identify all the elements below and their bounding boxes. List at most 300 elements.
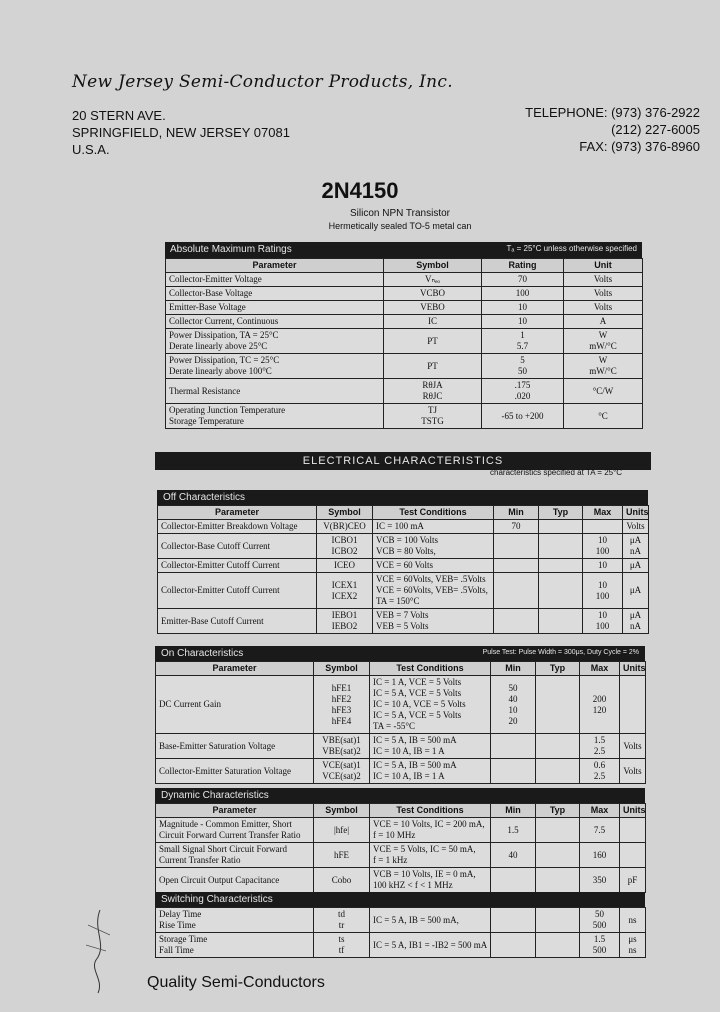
cell-line: 10: [598, 579, 607, 590]
unit-cell: [620, 843, 646, 868]
company-logo: New Jersey Semi-Conductor Products, Inc.: [72, 72, 453, 92]
param-cell: [156, 734, 314, 759]
cell-line: Storage Temperature: [169, 416, 244, 426]
cell-line: RθJA: [422, 380, 443, 390]
sym-cell: [314, 734, 370, 759]
cell-line: Cobo: [331, 874, 352, 885]
cond-cell: [373, 559, 494, 573]
dynamic-char-bar: [155, 788, 645, 803]
column-header: Parameter: [156, 662, 314, 676]
column-header: Unit: [564, 259, 643, 273]
cell-line: μA: [629, 535, 642, 545]
rating-cell: [482, 379, 564, 404]
sym-cell: [384, 273, 482, 287]
cell-line: 100: [595, 590, 610, 601]
cell-line: VCBO: [419, 288, 445, 298]
cell-line: 1: [520, 330, 525, 340]
cell-line: Base-Emitter Saturation Voltage: [159, 740, 276, 751]
max-cell: [580, 843, 620, 868]
typ-cell: [536, 734, 580, 759]
switching-char-table: [155, 907, 646, 958]
cell-line: Collector-Emitter Cutoff Current: [161, 560, 280, 570]
cell-line: IC = 1 A, VCE = 5 Volts: [373, 677, 462, 687]
dynamic-char-title: Dynamic Characteristics: [161, 790, 269, 801]
cell-line: VCB = 80 Volts,: [376, 546, 436, 556]
max-cell: [580, 868, 620, 893]
cell-line: 70: [518, 274, 527, 284]
table-header-row: [156, 804, 646, 818]
cell-line: Current Transfer Ratio: [159, 855, 241, 865]
min-cell: [491, 734, 536, 759]
column-header: Test Conditions: [373, 506, 494, 520]
column-header: Symbol: [384, 259, 482, 273]
cell-line: PT: [427, 335, 438, 346]
cell-line: VCE = 60 Volts: [376, 560, 434, 570]
cond-cell: [373, 520, 494, 534]
cell-line: mW/°C: [589, 366, 617, 376]
cell-line: 5: [520, 355, 525, 365]
cell-line: VBE(sat)1: [322, 735, 361, 745]
cond-cell: [370, 759, 491, 784]
cell-line: DC Current Gain: [159, 699, 221, 709]
column-header: Test Conditions: [370, 804, 491, 818]
cell-line: ts: [338, 934, 345, 944]
cell-line: 100 kHZ < f < 1 MHz: [373, 880, 453, 890]
cell-line: 5.7: [516, 341, 529, 351]
off-char-bar: [157, 490, 648, 505]
table-header-row: [166, 259, 643, 273]
column-header: Rating: [482, 259, 564, 273]
max-cell: [583, 520, 623, 534]
cell-line: Volts: [623, 740, 642, 751]
param-cell: [166, 315, 384, 329]
switching-char-bar: [155, 892, 645, 907]
typ-cell: [539, 573, 583, 609]
cell-line: 0.6: [593, 760, 606, 770]
on-char-title: On Characteristics: [161, 648, 244, 659]
min-cell: [494, 559, 539, 573]
electrical-characteristics-bar: ELECTRICAL CHARACTERISTICS: [155, 452, 651, 470]
table-row: [158, 559, 649, 573]
column-header: Parameter: [158, 506, 317, 520]
cell-line: Power Dissipation, TC = 25°C: [169, 355, 280, 365]
min-cell: [491, 933, 536, 958]
table-row: [166, 404, 643, 429]
cell-line: VCE = 60Volts, VEB= .5Volts,: [376, 585, 488, 595]
cell-line: nA: [630, 546, 641, 556]
device-type: Silicon NPN Transistor: [349, 208, 451, 219]
min-cell: [491, 843, 536, 868]
cell-line: IEBO1: [331, 610, 358, 620]
max-cell: [580, 759, 620, 784]
cond-cell: [370, 734, 491, 759]
cell-line: hFE3: [331, 704, 352, 715]
max-cell: [580, 734, 620, 759]
rating-cell: [482, 301, 564, 315]
sym-cell: [384, 301, 482, 315]
cell-line: VCE(sat)2: [322, 771, 361, 781]
cond-cell: [370, 843, 491, 868]
column-header: Min: [491, 804, 536, 818]
cell-line: TA = 150°C: [376, 596, 420, 606]
param-cell: [156, 908, 314, 933]
cell-line: Collector Current, Continuous: [169, 316, 279, 326]
column-header: Symbol: [317, 506, 373, 520]
cell-line: IEBO2: [331, 621, 358, 631]
cell-line: ns: [628, 914, 637, 925]
table-row: [158, 609, 649, 634]
cell-line: 1.5: [593, 934, 606, 944]
cell-line: pF: [627, 874, 638, 885]
min-cell: [491, 868, 536, 893]
min-cell: [491, 676, 536, 734]
cell-line: IC = 10 A, IB = 1 A: [373, 746, 445, 756]
unit-cell: [620, 734, 646, 759]
address-line: U.S.A.: [72, 142, 110, 157]
cell-line: Rise Time: [159, 920, 196, 930]
sym-cell: [314, 843, 370, 868]
cell-line: nA: [630, 621, 641, 631]
table-row: [156, 818, 646, 843]
typ-cell: [539, 609, 583, 634]
column-header: Test Conditions: [370, 662, 491, 676]
cell-line: μA: [629, 560, 642, 570]
cell-line: IC = 5 A, IB1 = -IB2 = 500 mA: [373, 939, 487, 950]
sym-cell: [314, 868, 370, 893]
cell-line: 50: [595, 909, 604, 919]
sym-cell: [317, 520, 373, 534]
sym-cell: [384, 287, 482, 301]
rating-cell: [482, 404, 564, 429]
company-address: [72, 107, 290, 158]
typ-cell: [536, 868, 580, 893]
column-header: Symbol: [314, 804, 370, 818]
cell-line: VCE(sat)1: [322, 760, 361, 770]
cond-cell: [370, 868, 491, 893]
cell-line: hFE2: [331, 693, 352, 704]
cell-line: f = 10 MHz: [373, 830, 416, 840]
cell-line: f = 1 kHz: [373, 855, 408, 865]
unit-cell: [620, 759, 646, 784]
cell-line: VCE = 5 Volts, IC = 50 mA,: [373, 844, 476, 854]
cell-line: mW/°C: [589, 341, 617, 351]
unit-cell: [620, 908, 646, 933]
abs-max-title: Absolute Maximum Ratings: [170, 244, 292, 255]
min-cell: [491, 818, 536, 843]
typ-cell: [539, 520, 583, 534]
cell-line: Emitter-Base Voltage: [169, 302, 246, 312]
column-header: Typ: [536, 662, 580, 676]
cell-line: VEBO: [420, 302, 445, 312]
cell-line: °C: [598, 410, 608, 421]
sym-cell: [314, 818, 370, 843]
table-header-row: [156, 662, 646, 676]
cell-line: 40: [508, 849, 518, 860]
max-cell: [580, 676, 620, 734]
cell-line: 1.5: [507, 824, 519, 835]
cell-line: ICBO1: [331, 535, 358, 545]
cell-line: 500: [592, 920, 607, 930]
cell-line: Volts: [593, 274, 613, 284]
cell-line: 100: [595, 546, 610, 556]
cell-line: 10: [518, 316, 527, 326]
cell-line: IC = 10 A, VCE = 5 Volts: [373, 699, 466, 709]
sym-cell: [314, 908, 370, 933]
cell-line: IC = 100 mA: [376, 521, 424, 531]
cell-line: 200: [592, 693, 607, 704]
unit-cell: [564, 354, 643, 379]
contact-info: [525, 104, 700, 155]
cell-line: VCE = 60Volts, VEB= .5Volts: [376, 574, 486, 584]
cell-line: 10: [518, 302, 527, 312]
param-cell: [156, 676, 314, 734]
cell-line: 500: [592, 945, 607, 955]
unit-cell: [564, 287, 643, 301]
table-header-row: [158, 506, 649, 520]
cell-line: Collector-Base Voltage: [169, 288, 253, 298]
cell-line: TA = -55°C: [373, 721, 415, 731]
cond-cell: [370, 908, 491, 933]
cell-line: 120: [592, 704, 607, 715]
cell-line: Collector-Emitter Cutoff Current: [161, 585, 280, 595]
cell-line: ns: [628, 945, 637, 955]
cell-line: 50: [508, 682, 518, 693]
cell-line: Storage Time: [159, 934, 208, 944]
cell-line: 50: [518, 366, 527, 376]
cell-line: 1.5: [593, 735, 606, 745]
address-line: 20 STERN AVE.: [72, 108, 166, 123]
cell-line: Collector-Emitter Saturation Voltage: [159, 765, 291, 776]
sym-cell: [384, 354, 482, 379]
on-char-note: Pulse Test: Pulse Width = 300μs, Duty Cycle = 2%: [482, 649, 639, 656]
rating-cell: [482, 354, 564, 379]
cell-line: VEB = 5 Volts: [376, 621, 429, 631]
max-cell: [583, 573, 623, 609]
cell-line: 7.5: [593, 824, 606, 835]
column-header: Min: [494, 506, 539, 520]
abs-max-table: [165, 258, 643, 429]
max-cell: [580, 908, 620, 933]
cell-line: tf: [338, 945, 345, 955]
column-header: Parameter: [156, 804, 314, 818]
telephone-line: TELEPHONE: (973) 376-2922: [525, 105, 700, 120]
table-row: [158, 534, 649, 559]
unit-cell: [564, 315, 643, 329]
max-cell: [583, 534, 623, 559]
table-row: [166, 287, 643, 301]
cond-cell: [370, 818, 491, 843]
cell-line: VCB = 10 Volts, IE = 0 mA,: [373, 869, 476, 879]
param-cell: [158, 609, 317, 634]
cell-line: .020: [514, 391, 531, 401]
unit-cell: [623, 559, 649, 573]
cell-line: IC = 5 A, VCE = 5 Volts: [373, 710, 462, 720]
sym-cell: [317, 609, 373, 634]
sym-cell: [314, 759, 370, 784]
dynamic-char-table: [155, 803, 646, 893]
cell-line: Derate linearly above 25°C: [169, 341, 268, 351]
min-cell: [494, 534, 539, 559]
param-cell: [166, 354, 384, 379]
cell-line: 350: [592, 874, 607, 885]
unit-cell: [564, 301, 643, 315]
param-cell: [166, 379, 384, 404]
cell-line: 10: [598, 535, 607, 545]
typ-cell: [536, 908, 580, 933]
cell-line: Open Circuit Output Capacitance: [159, 874, 280, 885]
cell-line: W: [598, 355, 608, 365]
unit-cell: [620, 868, 646, 893]
cell-line: Volts: [593, 302, 613, 312]
signature-mark: [80, 905, 120, 995]
table-row: [156, 759, 646, 784]
typ-cell: [536, 676, 580, 734]
cond-cell: [373, 534, 494, 559]
cell-line: |hfe|: [333, 824, 350, 835]
unit-cell: [620, 676, 646, 734]
param-cell: [156, 818, 314, 843]
table-row: [156, 843, 646, 868]
sym-cell: [384, 329, 482, 354]
footer-slogan: Quality Semi-Conductors: [147, 974, 325, 991]
cell-line: IC = 5 A, IB = 500 mA: [373, 735, 457, 745]
column-header: Parameter: [166, 259, 384, 273]
table-row: [156, 676, 646, 734]
cell-line: VEB = 7 Volts: [376, 610, 429, 620]
cell-line: VCB = 100 Volts: [376, 535, 439, 545]
param-cell: [158, 573, 317, 609]
param-cell: [156, 933, 314, 958]
cell-line: Thermal Resistance: [169, 385, 241, 396]
cell-line: Power Dissipation, TA = 25°C: [169, 330, 279, 340]
rating-cell: [482, 329, 564, 354]
rating-cell: [482, 315, 564, 329]
sym-cell: [314, 933, 370, 958]
sym-cell: [384, 315, 482, 329]
cell-line: hFE4: [331, 715, 352, 726]
param-cell: [166, 301, 384, 315]
unit-cell: [564, 329, 643, 354]
cell-line: TSTG: [421, 416, 444, 426]
cell-line: Small Signal Short Circuit Forward: [159, 844, 287, 854]
electrical-conditions-note: characteristics specified at TA = 25°C: [490, 468, 623, 477]
unit-cell: [623, 520, 649, 534]
cell-line: Collector-Base Cutoff Current: [161, 540, 271, 551]
typ-cell: [536, 843, 580, 868]
column-header: Typ: [539, 506, 583, 520]
cell-line: V(BR)CEO: [323, 521, 366, 531]
table-row: [156, 908, 646, 933]
cell-line: 10: [598, 610, 607, 620]
cell-line: 40: [508, 693, 518, 704]
cell-line: A: [599, 316, 607, 326]
max-cell: [583, 609, 623, 634]
param-cell: [156, 759, 314, 784]
cell-line: Delay Time: [159, 909, 202, 919]
abs-max-bar: [165, 242, 642, 258]
cell-line: PT: [427, 360, 438, 371]
cell-line: -65 to +200: [501, 410, 544, 421]
unit-cell: [620, 933, 646, 958]
cell-line: Volts: [626, 521, 645, 531]
rating-cell: [482, 273, 564, 287]
unit-cell: [564, 273, 643, 287]
unit-cell: [623, 609, 649, 634]
column-header: Units: [620, 662, 646, 676]
cell-line: 2.5: [593, 746, 606, 756]
param-cell: [156, 868, 314, 893]
cell-line: VBE(sat)2: [322, 746, 361, 756]
cell-line: ICEO: [334, 560, 355, 570]
cell-line: tr: [338, 920, 345, 930]
table-row: [156, 868, 646, 893]
cell-line: ICEX1: [331, 579, 358, 590]
abs-max-note: Tₐ = 25°C unless otherwise specified: [506, 244, 637, 253]
column-header: Max: [580, 662, 620, 676]
cell-line: hFE: [333, 849, 349, 860]
address-line: SPRINGFIELD, NEW JERSEY 07081: [72, 125, 290, 140]
cond-cell: [370, 933, 491, 958]
column-header: Typ: [536, 804, 580, 818]
sym-cell: [384, 379, 482, 404]
table-row: [166, 301, 643, 315]
min-cell: [494, 609, 539, 634]
part-number: 2N4150: [321, 178, 399, 203]
rating-cell: [482, 287, 564, 301]
cell-line: 20: [508, 715, 518, 726]
cell-line: μA: [629, 585, 642, 595]
cell-line: IC = 5 A, IB = 500 mA: [373, 760, 457, 770]
column-header: Max: [583, 506, 623, 520]
cell-line: Volts: [623, 765, 642, 776]
max-cell: [580, 933, 620, 958]
typ-cell: [536, 818, 580, 843]
min-cell: [491, 759, 536, 784]
cell-line: IC = 5 A, VCE = 5 Volts: [373, 688, 462, 698]
cell-line: Collector-Emitter Breakdown Voltage: [161, 521, 298, 531]
cell-line: 160: [592, 849, 607, 860]
min-cell: [494, 520, 539, 534]
telephone-line: (212) 227-6005: [611, 122, 700, 137]
cell-line: 10: [508, 704, 518, 715]
cell-line: Circuit Forward Current Transfer Ratio: [159, 830, 301, 840]
table-row: [158, 573, 649, 609]
unit-cell: [623, 573, 649, 609]
column-header: Units: [620, 804, 646, 818]
typ-cell: [539, 534, 583, 559]
cell-line: 100: [515, 288, 530, 298]
cell-line: Collector-Emitter Voltage: [169, 274, 262, 284]
typ-cell: [536, 933, 580, 958]
min-cell: [494, 573, 539, 609]
param-cell: [166, 273, 384, 287]
cell-line: °C/W: [592, 385, 614, 396]
param-cell: [158, 534, 317, 559]
cell-line: Fall Time: [159, 945, 194, 955]
cell-line: IC = 5 A, IB = 500 mA,: [373, 914, 459, 925]
cell-line: Magnitude - Common Emitter, Short: [159, 819, 292, 829]
off-char-title: Off Characteristics: [163, 492, 246, 503]
cond-cell: [370, 676, 491, 734]
table-row: [166, 273, 643, 287]
typ-cell: [539, 559, 583, 573]
max-cell: [583, 559, 623, 573]
param-cell: [156, 843, 314, 868]
cell-line: .175: [514, 380, 531, 390]
cell-line: TJ: [428, 405, 437, 415]
column-header: Symbol: [314, 662, 370, 676]
on-char-table: [155, 661, 646, 784]
